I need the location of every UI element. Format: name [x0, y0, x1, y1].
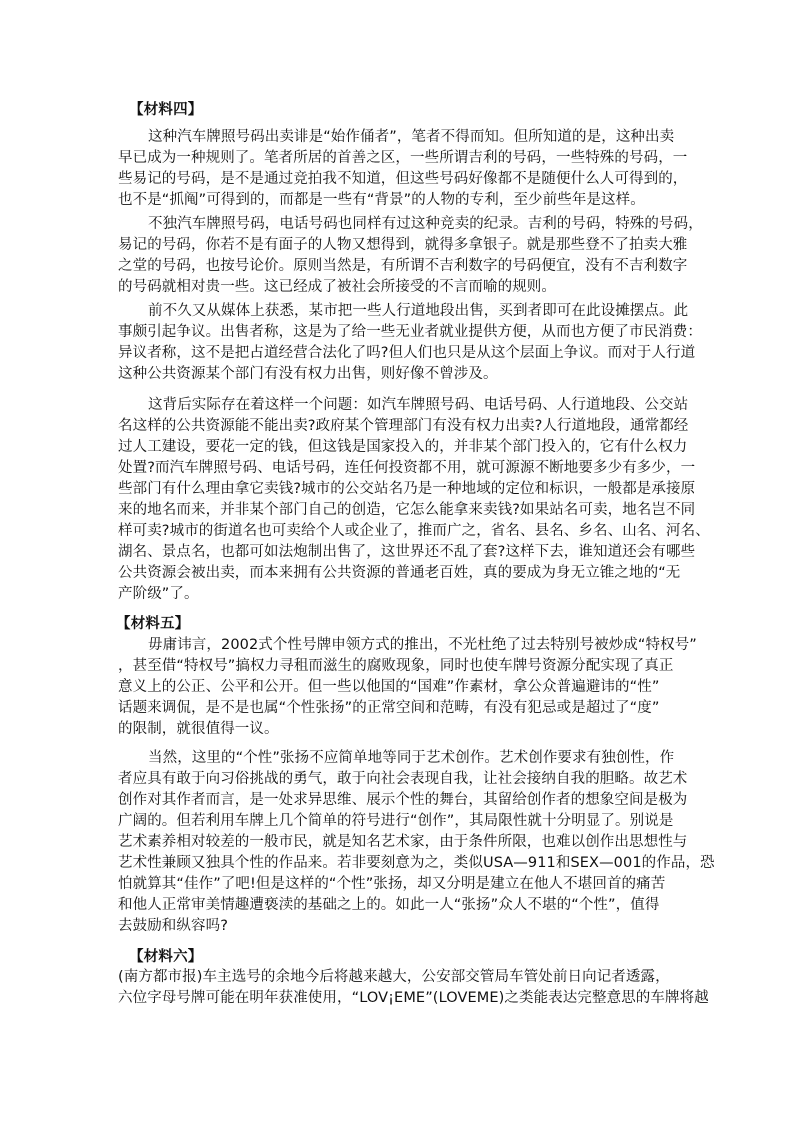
- text-line: 广阔的。但若利用车牌上几个简单的符号进行“创作”，其局限性就十分明显了。别说是: [118, 813, 674, 829]
- text-line: 当然，这里的“个性”张扬不应简单地等同于艺术创作。艺术创作要求有独创性，作: [148, 750, 675, 766]
- text-line: 怕就算其“佳作”了吧!但是这样的“个性”张扬，却又分明是建立在他人不堪回首的痛苦: [118, 876, 666, 892]
- section-heading-4: 【材料四】: [129, 102, 203, 118]
- text-line: 这背后实际存在着这样一个问题：如汽车牌照号码、电话号码、人行道地段、公交站: [148, 397, 689, 413]
- text-line: 事颇引起争议。出售者称，这是为了给一些无业者就业提供方便，从而也方便了市民消费：: [118, 324, 702, 340]
- text-line: 来的地名而来，并非某个部门自己的创造，它怎么能拿来卖钱?如果站名可卖，地名岂不同: [118, 502, 696, 518]
- text-line: 的限制，就很值得一议。: [118, 721, 279, 737]
- text-line: 去鼓励和纵容吗?: [118, 918, 228, 934]
- section-heading-6: 【材料六】: [129, 949, 203, 965]
- text-line: 不独汽车牌照号码，电话号码也同样有过这种竞卖的纪录。吉利的号码，特殊的号码，: [148, 216, 703, 232]
- text-line: 处置?而汽车牌照号码、电话号码，连任何投资都不用，就可源源不断地要多少有多少，一: [118, 460, 696, 476]
- text-line: 早已成为一种规则了。笔者所居的首善之区，一些所谓吉利的号码，一些特殊的号码，一: [118, 150, 688, 166]
- text-line: 和他人正常审美情趣遭亵渎的基础之上的。如此一人“张扬”众人不堪的“个性”，值得: [118, 897, 660, 913]
- text-line: ，甚至借“特权号”搞权力寻租而滋生的腐败现象，同时也使车牌号资源分配实现了真正: [118, 658, 674, 674]
- text-line: 公共资源会被出卖，而本来拥有公共资源的普通老百姓，真的要成为身无立锥之地的“无: [118, 565, 681, 581]
- text-line: 前不久又从媒体上获悉，某市把一些人行道地段出售，买到者即可在此设摊摆点。此: [148, 303, 689, 319]
- text-line: 易记的号码，你若不是有面子的人物又想得到，就得多拿银子。就是那些登不了拍卖大雅: [118, 237, 688, 253]
- text-line: 些易记的号码，是不是通过竞拍我不知道，但这些号码好像都不是随便什么人可得到的，: [118, 171, 688, 187]
- text-line: (南方都市报)车主选号的余地今后将越来越大，公安部交管局车管处前日向记者透露，: [118, 969, 670, 985]
- text-line: 的号码就相对贵一些。这已经成了被社会所接受的不言而喻的规则。: [118, 279, 556, 295]
- text-line: 些部门有什么理由拿它卖钱?城市的公交站名乃是一种地域的定位和标识，一般都是承接原: [118, 481, 696, 497]
- text-line: 这种公共资源某个部门有没有权力出售，则好像不曾涉及。: [118, 366, 498, 382]
- text-line: 过人工建设，要花一定的钱，但这钱是国家投入的，并非某个部门投入的，它有什么权力: [118, 439, 688, 455]
- text-line: 异议者称，这不是把占道经营合法化了吗?但人们也只是从这个层面上争议。而对于人行道: [118, 345, 696, 361]
- text-line: 也不是“抓阄”可得到的，而都是一些有“背景”的人物的专利，至少前些年是这样。: [118, 192, 645, 208]
- text-line: 之堂的号码，也按号论价。原则当然是，有所谓不吉利数字的号码便宜，没有不吉利数字: [118, 258, 688, 274]
- text-line: 六位字母号牌可能在明年获准使用，“LOV¡EME”(LOVEME)之类能表达完整意思的车牌将越: [118, 990, 709, 1006]
- text-line: 话题来调侃，是不是也属“个性张扬”的正常空间和范畴，有没有犯忌或是超过了“度”: [118, 700, 660, 716]
- text-line: 艺术性兼顾又独具个性的作品来。若非要刻意为之，类似USA—911和SEX—001的作品，恐: [118, 855, 715, 871]
- text-line: 毋庸讳言，2002式个性号牌申领方式的推出，不光杜绝了过去特别号被炒成“特权号”: [148, 637, 697, 653]
- text-line: 这种汽车牌照号码出卖诽是“始作俑者”，笔者不得而知。但所知道的是，这种出卖: [148, 129, 675, 145]
- text-line: 产阶级”了。: [118, 586, 199, 602]
- section-heading-5: 【材料五】: [116, 616, 190, 632]
- text-line: 名这样的公共资源能不能出卖?政府某个管理部门有没有权力出卖?人行道地段，通常都经: [118, 418, 689, 434]
- text-line: 样可卖?城市的街道名也可卖给个人或企业了，推而广之，省名、县名、乡名、山名、河名、: [118, 523, 710, 539]
- text-line: 湖名、景点名，也都可如法炮制出售了，这世界还不乱了套?这样下去，谁知道还会有哪些: [118, 544, 696, 560]
- text-line: 意义上的公正、公平和公开。但一些以他国的“国难”作素材，拿公众普遍避讳的“性”: [118, 679, 660, 695]
- text-line: 艺术素养相对较差的一般市民，就是知名艺术家，由于条件所限，也难以创作出思想性与: [118, 834, 688, 850]
- text-line: 创作对其作者而言，是一处求异思维、展示个性的舞台，其留给创作者的想象空间是极为: [118, 792, 688, 808]
- text-line: 者应具有敢于向习俗挑战的勇气，敢于向社会表现自我，让社会接纳自我的胆略。故艺术: [118, 771, 688, 787]
